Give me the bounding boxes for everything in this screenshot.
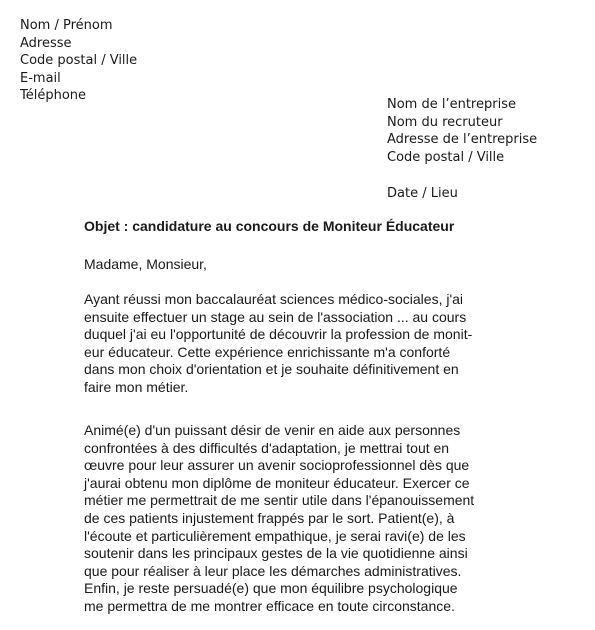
paragraph-line: métier me permettrait de me sentir utile dans l'épanouissement [84, 492, 475, 509]
paragraph-line: Animé(e) d'un puissant désir de venir en aide aux personnes [84, 422, 461, 438]
paragraph-line: que pour réaliser à leur place les démarches administratives. [84, 562, 462, 579]
paragraph-line: faire mon métier. [84, 378, 189, 395]
paragraph-line: me permettra de me montrer efficace en toute circonstance. [84, 597, 455, 614]
recipient-postal-city: Code postal / Ville [387, 149, 505, 165]
paragraph-line: œuvre pour leur assurer un avenir socioprofessionnel dès que [84, 457, 470, 474]
paragraph-line: l'écoute et particulièrement empathique, je serai ravi(e) de les [84, 527, 466, 544]
sender-phone: Téléphone [20, 88, 87, 103]
paragraph-line: duquel j'ai eu l'opportunité de découvrir la profession de monit- [84, 326, 473, 343]
paragraph-line: dans mon choix d'orientation et je souhaite définitivement en [84, 361, 459, 378]
date-place: Date / Lieu [387, 186, 458, 201]
paragraph-1 [84, 291, 472, 397]
sender-postal-city: Code postal / Ville [20, 53, 138, 68]
paragraph-line: Enfin, je reste persuadé(e) que mon équilibre psychologique [84, 580, 458, 597]
sender-block [20, 17, 137, 105]
recipient-address: Adresse de l’entreprise [387, 132, 538, 147]
sender-name: Nom / Prénom [20, 18, 113, 33]
sender-address: Adresse [20, 35, 72, 51]
paragraph-line: Ayant réussi mon baccalauréat sciences médico-sociales, j'ai [84, 291, 464, 307]
paragraph-line: soutenir dans les principaux gestes de la vie quotidienne ainsi [84, 545, 468, 562]
recipient-block [387, 96, 537, 166]
paragraph-line: j'aurai obtenu mon diplôme de moniteur éducateur. Exercer ce [84, 474, 470, 491]
recipient-company: Nom de l’entreprise [387, 97, 516, 112]
paragraph-line: de ces patients injustement frappés par le sort. Patient(e), à [84, 509, 455, 526]
sender-email: E-mail [20, 70, 61, 86]
paragraph-line: confrontées à des difficultés d'adaptation, je mettrai tout en [84, 439, 450, 456]
paragraph-2 [84, 422, 474, 616]
subject-line: Objet : candidature au concours de Moniteur Éducateur [84, 218, 455, 234]
recipient-recruiter: Nom du recruteur [387, 114, 503, 130]
paragraph-line: eur éducateur. Cette expérience enrichissante m'a conforté [84, 343, 451, 360]
greeting: Madame, Monsieur, [84, 256, 207, 272]
paragraph-line: ensuite effectuer un stage au sein de l'association ... au cours [84, 308, 467, 325]
